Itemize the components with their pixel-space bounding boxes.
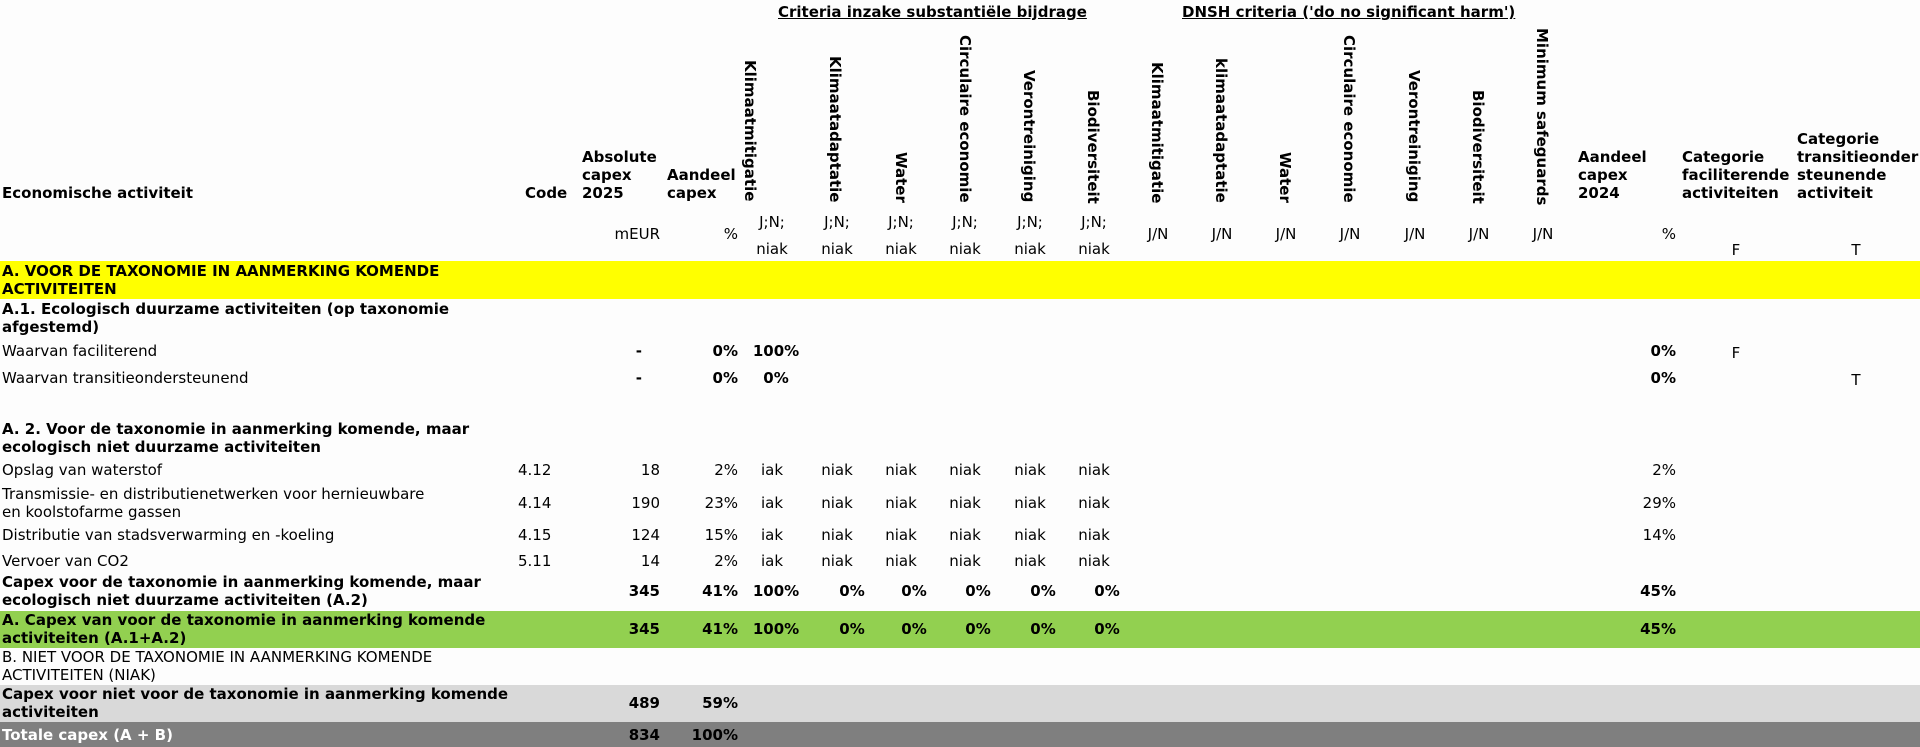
row-code: 4.14 (518, 494, 552, 512)
total-a-sc-4: 0% (965, 620, 991, 638)
grand-total-band (0, 722, 1920, 747)
row-sc-1: iak (760, 494, 784, 512)
row-sc-1: iak (760, 461, 784, 479)
row-share-2024: 0% (1650, 342, 1676, 360)
unit-share: % (723, 225, 738, 243)
row-share-2024: 29% (1642, 494, 1676, 512)
sc-header-circular: Circulaire economie (956, 35, 974, 203)
header-absolute-capex: Absolute capex 2025 (582, 148, 657, 202)
sc-header-water: Water (892, 152, 910, 203)
grand-total-share: 100% (691, 726, 738, 744)
total-a2-share: 41% (702, 582, 738, 600)
unit-dnsh-7: J/N (1532, 225, 1554, 243)
unit-transitional: T (1851, 241, 1861, 259)
unit-share-2024: % (1661, 225, 1676, 243)
unit-sc-5-a: J;N; (1017, 213, 1043, 231)
sc-header-mitigation: Klimaatmitigatie (741, 60, 759, 202)
dnsh-header-mitigation: Klimaatmitigatie (1148, 62, 1166, 204)
row-sc-2: niak (821, 494, 853, 512)
group-header-substantial: Criteria inzake substantiële bijdrage (778, 3, 1087, 21)
total-b-share: 59% (702, 694, 738, 712)
group-header-dnsh: DNSH criteria ('do no significant harm') (1182, 3, 1516, 21)
total-a-share-2024: 45% (1640, 620, 1676, 638)
total-a-abs: 345 (628, 620, 660, 638)
row-sc-3: niak (885, 461, 917, 479)
unit-dnsh-3: J/N (1275, 225, 1297, 243)
row-abs: 124 (631, 526, 660, 544)
row-share: 0% (712, 342, 738, 360)
dnsh-header-biodiversity: Biodiversiteit (1469, 90, 1487, 204)
row-name: Vervoer van CO2 (2, 552, 129, 570)
unit-dnsh-4: J/N (1339, 225, 1361, 243)
grand-total-abs: 834 (628, 726, 660, 744)
section-b-title: B. NIET VOOR DE TAXONOMIE IN AANMERKING KOMENDE ACTIVITEITEN (NIAK) (2, 648, 433, 684)
header-share-2024: Aandeel capex 2024 (1578, 148, 1647, 202)
row-abs: - (635, 369, 642, 387)
row-name: Distributie van stadsverwarming en -koeling (2, 526, 335, 544)
row-abs: 14 (640, 552, 660, 570)
row-share: 15% (704, 526, 738, 544)
row-sc-6: niak (1078, 494, 1110, 512)
row-sc-3: niak (885, 552, 917, 570)
row-code: 4.12 (518, 461, 552, 479)
row-mitigation: 0% (763, 369, 789, 387)
dnsh-header-pollution: Verontreiniging (1405, 70, 1423, 203)
row-name: Waarvan faciliterend (2, 342, 158, 360)
unit-sc-5-b: niak (1014, 240, 1046, 258)
row-share: 2% (714, 552, 738, 570)
row-sc-2: niak (821, 461, 853, 479)
row-mitigation: 100% (752, 342, 800, 360)
row-share: 0% (712, 369, 738, 387)
row-sc-4: niak (949, 461, 981, 479)
total-a-sc-3: 0% (901, 620, 927, 638)
total-a2-sc-4: 0% (965, 582, 991, 600)
dnsh-header-circular: Circulaire economie (1340, 35, 1358, 203)
section-a2-title: A. 2. Voor de taxonomie in aanmerking komende, maar ecologisch niet duurzame activiteiten (2, 420, 470, 456)
total-a2-sc-3: 0% (901, 582, 927, 600)
row-sc-6: niak (1078, 552, 1110, 570)
row-sc-6: niak (1078, 461, 1110, 479)
unit-sc-3-b: niak (885, 240, 917, 258)
row-sc-2: niak (821, 552, 853, 570)
unit-sc-6-a: J;N; (1081, 213, 1107, 231)
sc-header-biodiversity: Biodiversiteit (1084, 90, 1102, 204)
row-category: T (1851, 371, 1861, 389)
unit-sc-3-a: J;N; (888, 213, 914, 231)
total-a-sc-5: 0% (1030, 620, 1056, 638)
header-activity: Economische activiteit (2, 184, 193, 202)
row-code: 5.11 (518, 552, 552, 570)
row-abs: 190 (631, 494, 660, 512)
total-a2-sc-1: 100% (752, 582, 800, 600)
header-share-capex: Aandeel capex (667, 166, 736, 202)
total-a2-sc-2: 0% (839, 582, 865, 600)
row-share-2024: 0% (1650, 369, 1676, 387)
row-sc-4: niak (949, 526, 981, 544)
row-abs: 18 (640, 461, 660, 479)
unit-dnsh-5: J/N (1404, 225, 1426, 243)
total-a-name: A. Capex van voor de taxonomie in aanmerking komende activiteiten (A.1+A.2) (2, 611, 486, 647)
unit-sc-1-a: J;N; (759, 213, 785, 231)
total-a-sc-1: 100% (752, 620, 800, 638)
section-a-title: A. VOOR DE TAXONOMIE IN AANMERKING KOMENDE ACTIVITEITEN (2, 262, 440, 298)
total-a2-sc-5: 0% (1030, 582, 1056, 600)
total-a2-share-2024: 45% (1640, 582, 1676, 600)
grand-total-name: Totale capex (A + B) (2, 726, 173, 744)
row-share: 23% (704, 494, 738, 512)
unit-sc-4-b: niak (949, 240, 981, 258)
total-a-sc-2: 0% (839, 620, 865, 638)
row-sc-4: niak (949, 494, 981, 512)
sc-header-pollution: Verontreiniging (1020, 70, 1038, 203)
total-a2-abs: 345 (628, 582, 660, 600)
row-share: 2% (714, 461, 738, 479)
unit-enabling: F (1731, 241, 1741, 259)
row-sc-5: niak (1014, 494, 1046, 512)
unit-dnsh-1: J/N (1147, 225, 1169, 243)
header-category-transitional: Categorie transitieonder steunende activiteit (1797, 130, 1919, 202)
row-sc-1: iak (760, 526, 784, 544)
total-b-name: Capex voor niet voor de taxonomie in aanmerking komende activiteiten (2, 685, 509, 721)
row-abs: - (635, 342, 642, 360)
row-sc-2: niak (821, 526, 853, 544)
header-code: Code (525, 184, 568, 202)
row-sc-1: iak (760, 552, 784, 570)
row-sc-4: niak (949, 552, 981, 570)
row-code: 4.15 (518, 526, 552, 544)
dnsh-header-adaptation: klimaatadaptatie (1212, 58, 1230, 203)
unit-sc-2-a: J;N; (824, 213, 850, 231)
unit-absolute: mEUR (614, 225, 660, 243)
row-name: Opslag van waterstof (2, 461, 163, 479)
row-category: F (1731, 344, 1741, 362)
total-a-share: 41% (702, 620, 738, 638)
row-sc-3: niak (885, 526, 917, 544)
row-name: Waarvan transitieondersteunend (2, 369, 249, 387)
dnsh-header-water: Water (1276, 152, 1294, 203)
row-share-2024: 14% (1642, 526, 1676, 544)
unit-dnsh-6: J/N (1468, 225, 1490, 243)
unit-sc-2-b: niak (821, 240, 853, 258)
unit-sc-6-b: niak (1078, 240, 1110, 258)
row-name: Transmissie- en distributienetwerken voor hernieuwbare en koolstofarme gassen (2, 485, 425, 521)
unit-dnsh-2: J/N (1211, 225, 1233, 243)
unit-sc-4-a: J;N; (952, 213, 978, 231)
dnsh-header-safeguards: Minimum safeguards (1533, 28, 1551, 206)
total-a2-name: Capex voor de taxonomie in aanmerking komende, maar ecologisch niet duurzame activiteiten (A.2) (2, 573, 481, 609)
row-sc-5: niak (1014, 461, 1046, 479)
total-a2-sc-6: 0% (1094, 582, 1120, 600)
row-sc-5: niak (1014, 526, 1046, 544)
row-sc-6: niak (1078, 526, 1110, 544)
row-sc-5: niak (1014, 552, 1046, 570)
section-a1-title: A.1. Ecologisch duurzame activiteiten (op taxonomie afgestemd) (2, 300, 450, 336)
header-category-enabling: Categorie faciliterende activiteiten (1682, 148, 1790, 202)
unit-sc-1-b: niak (756, 240, 788, 258)
sc-header-adaptation: Klimaatadaptatie (826, 56, 844, 203)
row-sc-3: niak (885, 494, 917, 512)
total-a-sc-6: 0% (1094, 620, 1120, 638)
row-share-2024: 2% (1652, 461, 1676, 479)
total-b-abs: 489 (628, 694, 660, 712)
